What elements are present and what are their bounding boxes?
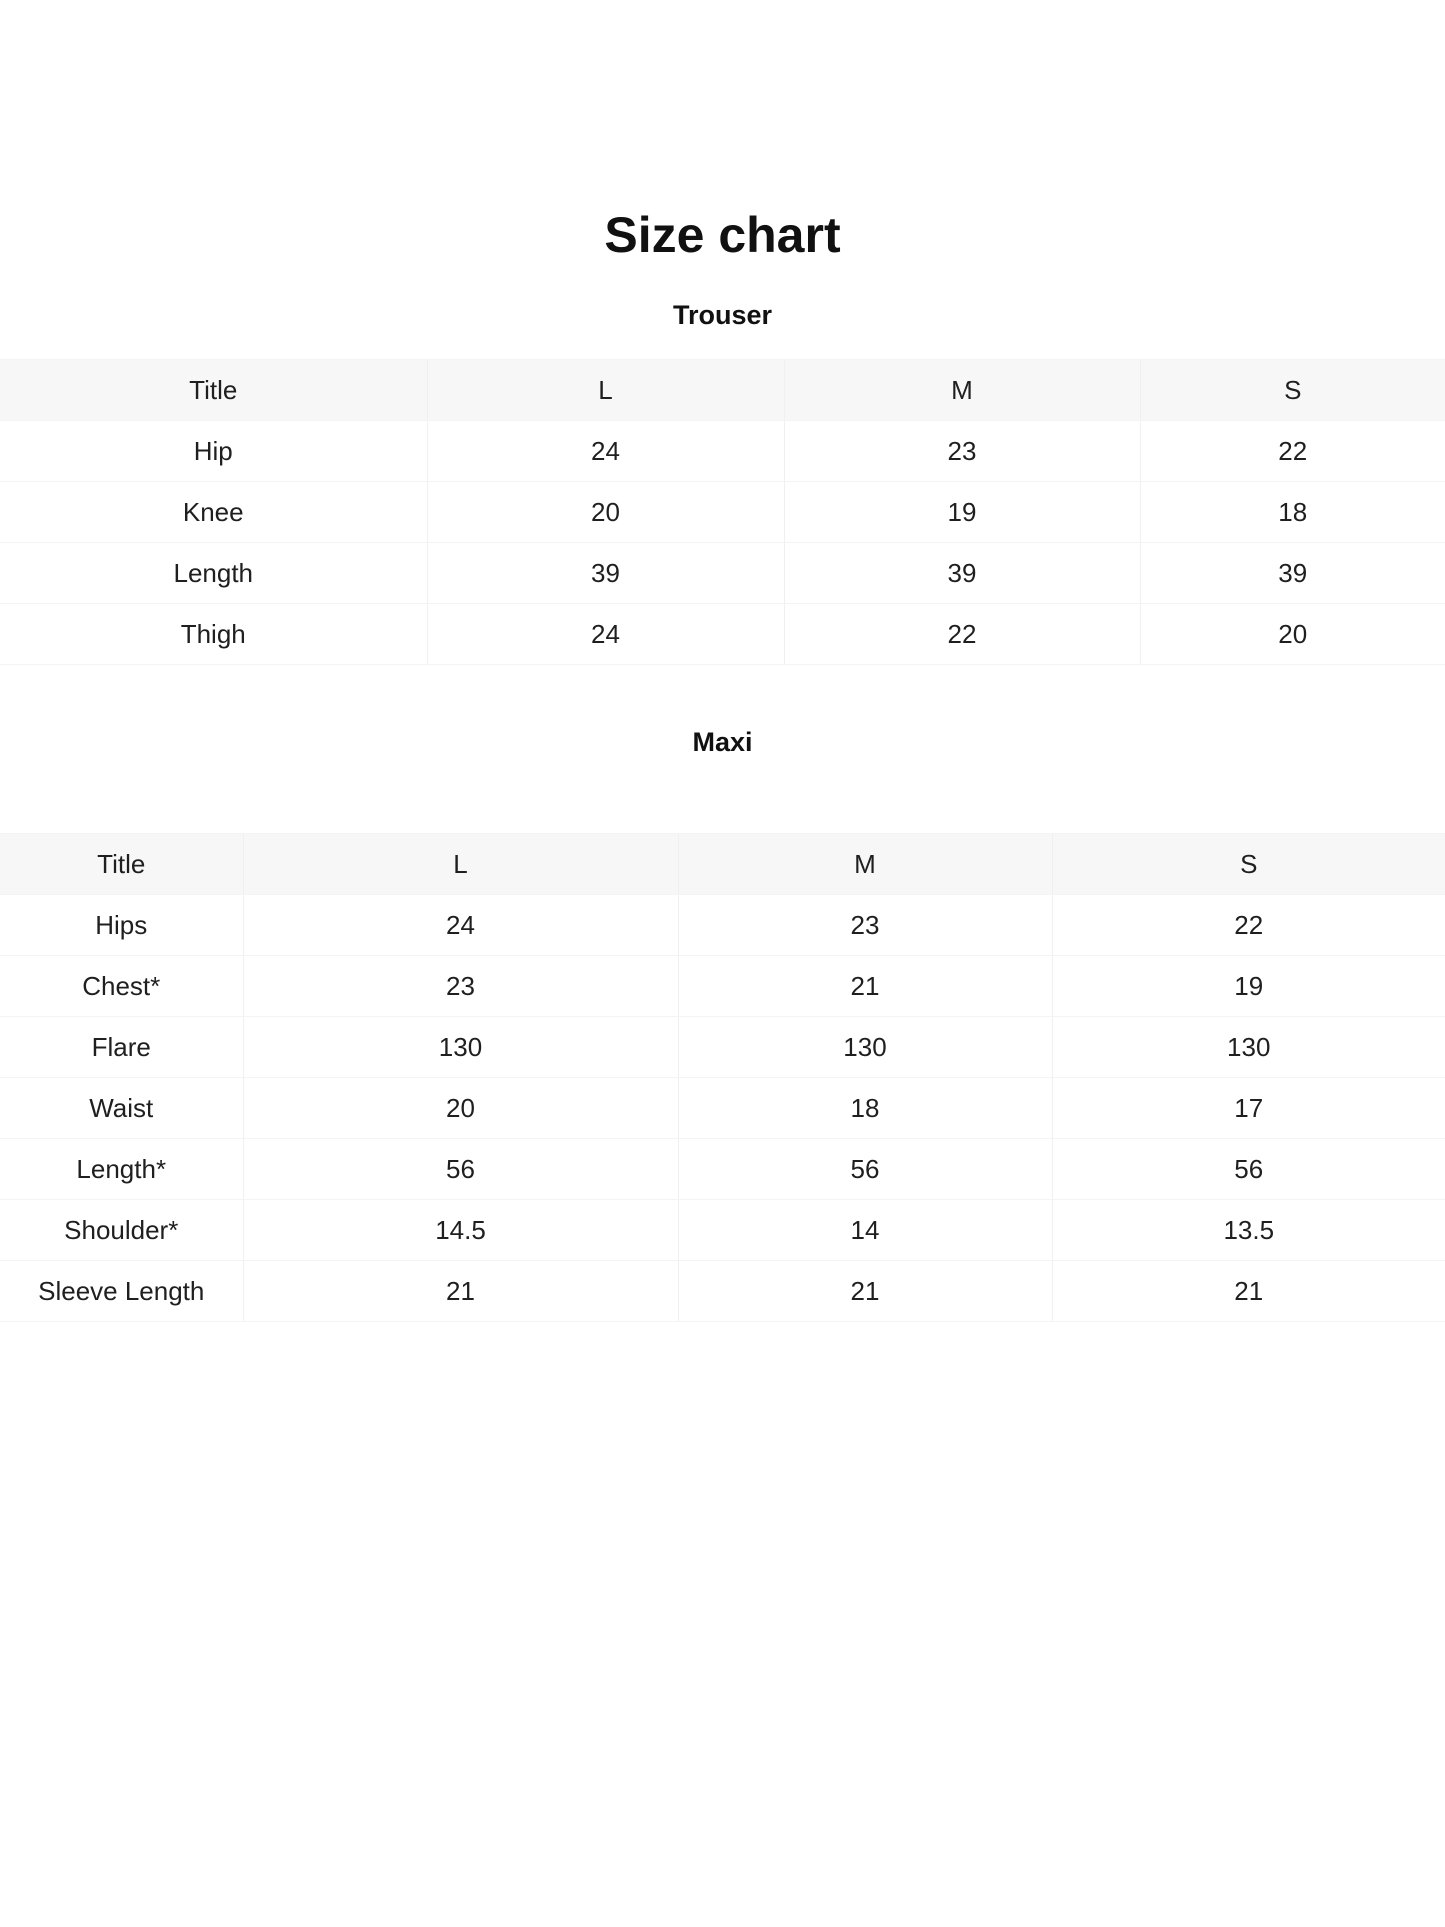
column-header-m: M	[678, 834, 1052, 895]
table-row	[0, 1261, 1445, 1322]
table-row	[0, 1139, 1445, 1200]
table-row	[0, 421, 1445, 482]
cell-s: 13.5	[1052, 1200, 1445, 1261]
column-header-title: Title	[0, 834, 243, 895]
table-row	[0, 543, 1445, 604]
cell-s: 56	[1052, 1139, 1445, 1200]
table-row	[0, 1200, 1445, 1261]
row-label: Length	[0, 543, 427, 604]
table-row	[0, 604, 1445, 665]
row-label: Sleeve Length	[0, 1261, 243, 1322]
cell-m: 56	[678, 1139, 1052, 1200]
table-row	[0, 1017, 1445, 1078]
cell-l: 23	[243, 956, 678, 1017]
cell-l: 20	[243, 1078, 678, 1139]
page-title: Size chart	[604, 207, 841, 263]
row-label: Chest*	[0, 956, 243, 1017]
cell-l: 130	[243, 1017, 678, 1078]
row-label: Hips	[0, 895, 243, 956]
column-header-s: S	[1052, 834, 1445, 895]
cell-m: 14	[678, 1200, 1052, 1261]
row-label: Flare	[0, 1017, 243, 1078]
column-header-s: S	[1140, 360, 1445, 421]
cell-l: 24	[427, 604, 784, 665]
cell-l: 20	[427, 482, 784, 543]
cell-m: 23	[678, 895, 1052, 956]
table-row	[0, 1078, 1445, 1139]
cell-s: 22	[1140, 421, 1445, 482]
trouser-size-table	[0, 359, 1445, 665]
column-header-l: L	[427, 360, 784, 421]
cell-s: 17	[1052, 1078, 1445, 1139]
cell-m: 21	[678, 956, 1052, 1017]
row-label: Shoulder*	[0, 1200, 243, 1261]
cell-l: 21	[243, 1261, 678, 1322]
cell-m: 22	[784, 604, 1140, 665]
cell-s: 39	[1140, 543, 1445, 604]
maxi-size-table	[0, 833, 1445, 1322]
cell-l: 14.5	[243, 1200, 678, 1261]
table-row	[0, 482, 1445, 543]
cell-m: 130	[678, 1017, 1052, 1078]
row-label: Length*	[0, 1139, 243, 1200]
cell-s: 18	[1140, 482, 1445, 543]
table-header-row	[0, 834, 1445, 895]
cell-m: 18	[678, 1078, 1052, 1139]
cell-l: 56	[243, 1139, 678, 1200]
row-label: Hip	[0, 421, 427, 482]
column-header-m: M	[784, 360, 1140, 421]
cell-m: 39	[784, 543, 1140, 604]
trouser-section-title: Trouser	[672, 300, 773, 330]
cell-s: 22	[1052, 895, 1445, 956]
cell-s: 130	[1052, 1017, 1445, 1078]
table-header-row	[0, 360, 1445, 421]
cell-m: 23	[784, 421, 1140, 482]
row-label: Thigh	[0, 604, 427, 665]
cell-s: 21	[1052, 1261, 1445, 1322]
cell-s: 20	[1140, 604, 1445, 665]
table-row	[0, 956, 1445, 1017]
column-header-title: Title	[0, 360, 427, 421]
column-header-l: L	[243, 834, 678, 895]
cell-m: 19	[784, 482, 1140, 543]
cell-l: 39	[427, 543, 784, 604]
maxi-section-title: Maxi	[692, 727, 753, 757]
cell-s: 19	[1052, 956, 1445, 1017]
table-row	[0, 895, 1445, 956]
row-label: Knee	[0, 482, 427, 543]
cell-l: 24	[243, 895, 678, 956]
cell-l: 24	[427, 421, 784, 482]
row-label: Waist	[0, 1078, 243, 1139]
cell-m: 21	[678, 1261, 1052, 1322]
